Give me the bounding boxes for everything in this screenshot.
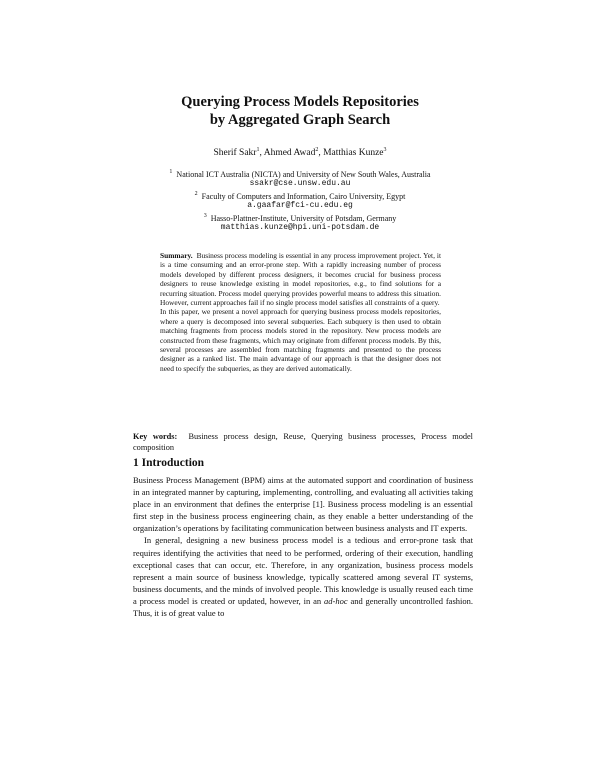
affiliation-sup: 1 [169,169,173,175]
affiliation-email-3: matthias.kunze@hpi.uni-potsdam.de [220,223,380,232]
affiliation-email-2: a.gaafar@fci-cu.edu.eg [247,201,353,210]
author-name: Matthias Kunze [323,148,384,158]
intro-text-2b: and generally uncontrolled fashion. Thus, it is of great value to [133,595,473,619]
author-sup: 3 [383,147,387,153]
intro-emphasis: ad-hoc [323,595,348,606]
author-sup: 2 [315,147,319,153]
affiliation-sup: 2 [194,191,198,197]
abstract-label: Summary. [160,251,193,260]
keywords-text: Business process design, Reuse, Querying business processes, Process model composition [133,432,473,452]
section-heading: 1 Introduction [133,457,205,469]
keywords-label: Key words: [133,432,178,441]
introduction-body [133,474,473,619]
author-list: Sherif Sakr$^1$, Ahmed Awad$^2$, Matthias Kunze$^3$ [213,147,387,158]
affiliation-email-1: ssakr@cse.unsw.edu.au [249,179,351,188]
intro-paragraph-1: Business Process Management (BPM) aims at the automated support and coordination of business in an integrated manner by capturing, implementing, controlling, and evaluating all activities taking place in an environment that defines the enterprise [1]. Business process modeling is an essential first step in the business process engineering chain, as they enable a better understanding of the organization’s operations by facilitating communication between business analysts and IT experts. [133,475,473,534]
abstract-text-1: Business process modeling is essential in any process improvement project. Yet, it is a time consuming and an error-prone step. With a rapidly increasing number of process models developed by different process designers, it becomes crucial for business process designers to reuse knowledge existing in model repositories, e.g., to find solutions for a recurring situation. Process model querying provides powerful means to address this situation. However, current approaches fail if no single process model satisfies all constraints of a query. [160,251,441,308]
author-sup: 1 [256,147,260,153]
abstract-paragraph-2: In this paper, we present a novel approach for querying business process models repositories, where a query is decomposed into several subqueries. Each subquery is then used to obtain matching fragments from process models stored in the repository. New process models are constructed from these fragments, which may originate from different process models. By this, several processes are assembled from matching fragments and presented to the process designer as a ranked list. The main advantage of our approach is that the designer does not need to specify the subqueries, as they are derived automatically. [160,307,441,373]
paper-title-line-2: by Aggregated Graph Search [209,112,391,128]
affiliation-text: National ICT Australia (NICTA) and University of New South Wales, Australia [176,170,431,179]
abstract-paragraph-1 [160,251,441,307]
intro-paragraph-2 [133,534,473,619]
author-name: Sherif Sakr [213,148,257,158]
affiliation-sup: 3 [203,213,207,219]
affiliation-text: Hasso-Plattner-Institute, University of Potsdam, Germany [210,214,397,223]
author-name: Ahmed Awad [263,148,316,158]
paper-title-line-1: Querying Process Models Repositories [181,94,419,110]
intro-text-2a: In general, designing a new business process model is a tedious and error-prone task that requires identifying the activities that need to be performed, ordering of their execution, handling exceptional cases that can occur, etc. Therefore, in any organization, business process models represent a main source of business knowledge, typically scattered among several IT systems, business documents, and the minds of involved people. This knowledge is usually reused each time a process model is created or updated, however, in an [133,535,473,606]
abstract [160,251,441,373]
keywords [133,431,473,453]
affiliation-text: Faculty of Computers and Information, Cairo University, Egypt [201,192,406,201]
